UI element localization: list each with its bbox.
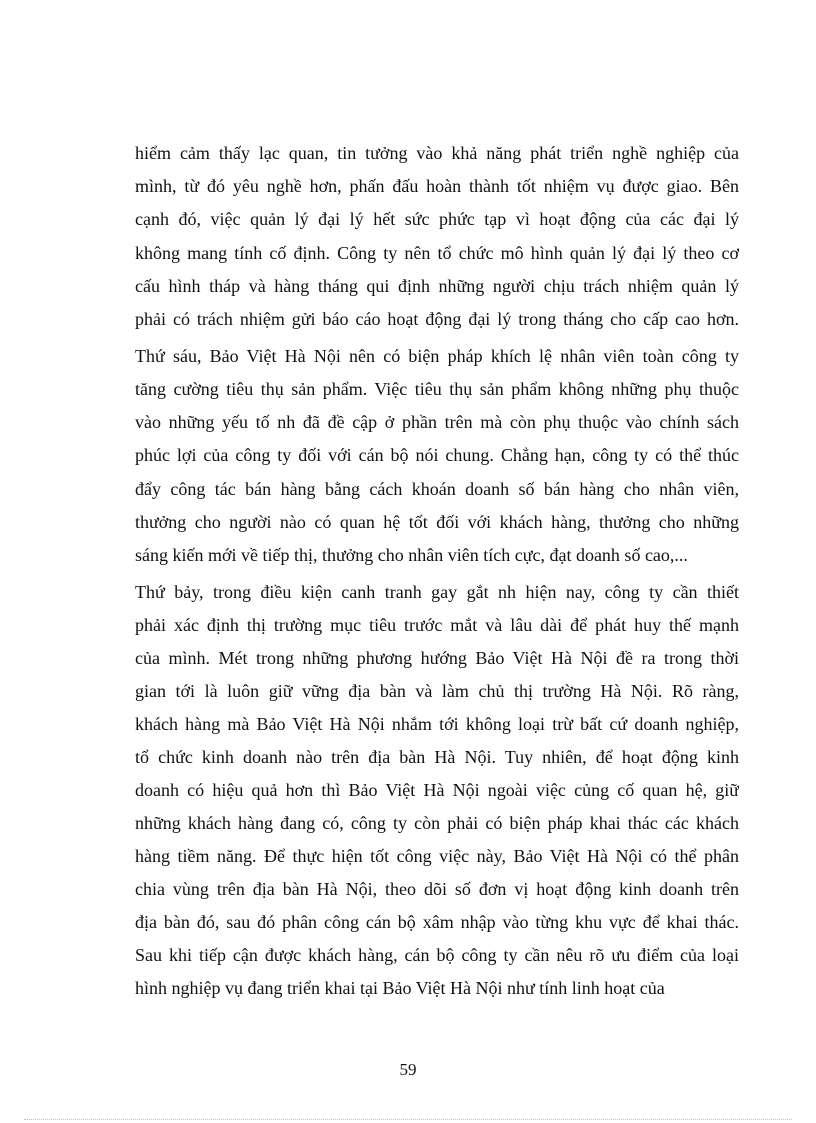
text-line: địa bàn đó, sau đó phân công cán bộ xâm nhập vào từng khu vực để khai thác. [135,912,739,932]
text-line: thưởng cho người nào có quan hệ tốt đối với khách hàng, thưởng cho những [135,512,739,532]
text-line: phải xác định thị trường mục tiêu trước mắt và lâu dài để phát huy thế mạnh [135,615,739,635]
text-line: không mang tính cố định. Công ty nên tổ chức mô hình quản lý đại lý theo cơ [135,243,739,263]
text-line: hiểm cảm thấy lạc quan, tin tưởng vào khả năng phát triển nghề nghiệp của [135,143,739,163]
text-line: Sau khi tiếp cận được khách hàng, cán bộ công ty cần nêu rõ ưu điểm của loại [135,945,739,965]
page-bottom-divider [24,1119,792,1120]
text-line: mình, từ đó yêu nghề hơn, phấn đấu hoàn thành tốt nhiệm vụ được giao. Bên [135,176,739,196]
text-line: tăng cường tiêu thụ sản phẩm. Việc tiêu thụ sản phẩm không những phụ thuộc [135,379,739,399]
text-line: đẩy công tác bán hàng bằng cách khoán doanh số bán hàng cho nhân viên, [135,479,739,499]
text-line: chia vùng trên địa bàn Hà Nội, theo dõi số đơn vị hoạt động kinh doanh trên [135,879,739,899]
text-line: phúc lợi của công ty đối với cán bộ nói chung. Chẳng hạn, công ty có thể thúc [135,445,739,465]
text-line: những khách hàng đang có, công ty còn phải có biện pháp khai thác các khách [135,813,739,833]
text-line: doanh có hiệu quả hơn thì Bảo Việt Hà Nội ngoài việc củng cố quan hệ, giữ [135,780,739,800]
text-line: hàng tiềm năng. Để thực hiện tốt công việc này, Bảo Việt Hà Nội có thể phân [135,846,739,866]
text-line: vào những yếu tố nh đã đề cập ở phần trên mà còn phụ thuộc vào chính sách [135,412,739,432]
text-line: tổ chức kinh doanh nào trên địa bàn Hà Nội. Tuy nhiên, để hoạt động kinh [135,747,739,767]
text-line: khách hàng mà Bảo Việt Hà Nội nhắm tới không loại trừ bất cứ doanh nghiệp, [135,714,739,734]
text-line: gian tới là luôn giữ vững địa bàn và làm chủ thị trường Hà Nội. Rõ ràng, [135,681,739,701]
text-line: hình nghiệp vụ đang triển khai tại Bảo Việt Hà Nội như tính linh hoạt của [135,978,665,998]
text-line: của mình. Mét trong những phương hướng Bảo Việt Hà Nội đề ra trong thời [135,648,739,668]
text-line: phải có trách nhiệm gửi báo cáo hoạt động đại lý trong tháng cho cấp cao hơn. [135,309,739,329]
text-line: cạnh đó, việc quản lý đại lý hết sức phức tạp vì hoạt động của các đại lý [135,209,739,229]
text-line: Thứ sáu, Bảo Việt Hà Nội nên có biện pháp khích lệ nhân viên toàn công ty [135,346,739,366]
page-number: 59 [399,1060,417,1079]
text-line: cấu hình tháp và hàng tháng qui định những người chịu trách nhiệm quản lý [135,276,739,296]
text-line: Thứ bảy, trong điều kiện canh tranh gay gắt nh hiện nay, công ty cần thiết [135,582,739,602]
text-line: sáng kiến mới về tiếp thị, thưởng cho nhân viên tích cực, đạt doanh số cao,... [135,545,688,565]
